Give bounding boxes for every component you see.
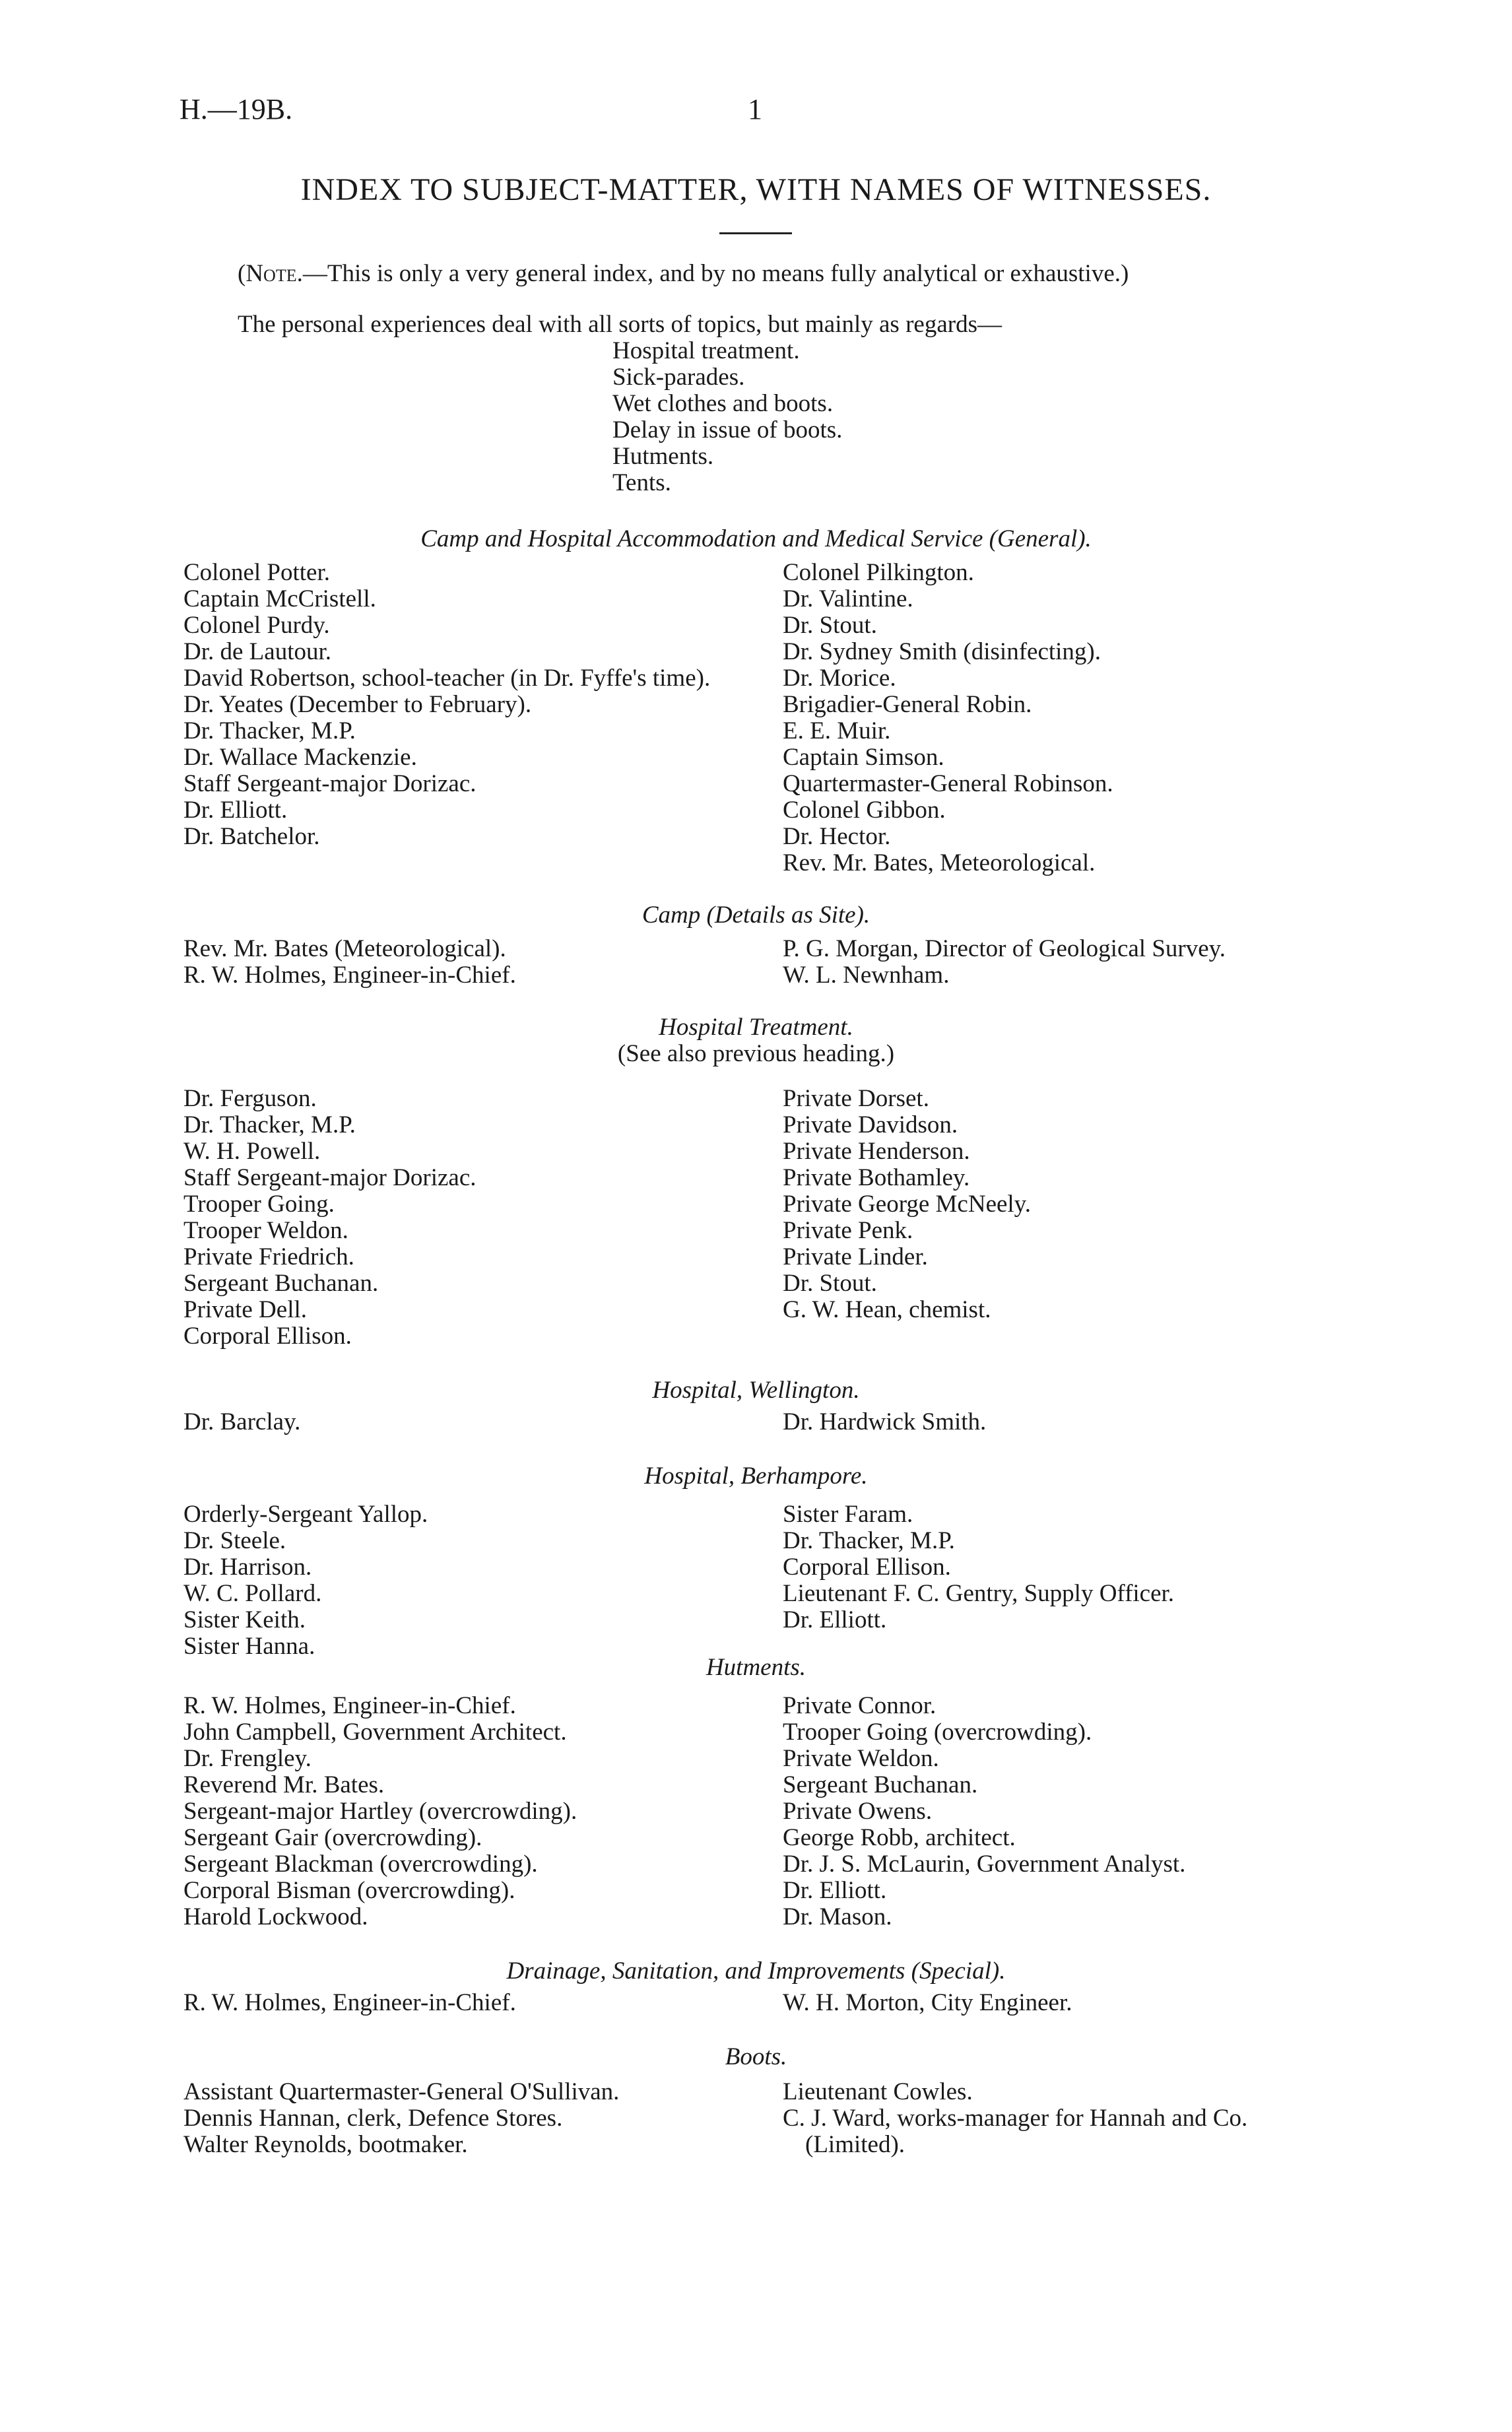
witness-entry: Private Dorset. (783, 1085, 929, 1112)
witness-entry: Dr. J. S. McLaurin, Government Analyst. (783, 1851, 1186, 1878)
witness-entry: Dr. Batchelor. (183, 823, 320, 850)
witness-entry: David Robertson, school-teacher (in Dr. Fyffe's time). (183, 665, 711, 692)
witness-entry: Dr. Hardwick Smith. (783, 1408, 987, 1435)
note-text: —This is only a very general index, and by no means fully analytical or exhaustive.) (302, 260, 1129, 287)
witness-entry: Quartermaster-General Robinson. (783, 770, 1113, 797)
witness-entry: Harold Lockwood. (183, 1903, 368, 1930)
witness-entry: Dr. Hector. (783, 823, 891, 850)
witness-entry: Private Henderson. (783, 1138, 970, 1165)
witness-entry: Private Owens. (783, 1798, 933, 1825)
witness-entry: Dr. Frengley. (183, 1745, 312, 1772)
witness-entry: R. W. Holmes, Engineer-in-Chief. (183, 1989, 516, 2016)
witness-entry: John Campbell, Government Architect. (183, 1719, 567, 1746)
witness-entry: Colonel Purdy. (183, 612, 330, 639)
witness-entry: W. H. Powell. (183, 1138, 321, 1165)
witness-entry: Private Penk. (783, 1217, 913, 1244)
witness-entry: Corporal Bisman (overcrowding). (183, 1877, 515, 1904)
witness-entry: Dr. Elliott. (783, 1877, 887, 1904)
witness-entry: Orderly-Sergeant Yallop. (183, 1501, 428, 1528)
section-right-column (783, 2079, 1350, 2158)
section-heading: Hutments. (706, 1654, 806, 1681)
witness-entry: Dr. Thacker, M.P. (183, 1111, 356, 1138)
section-left-column (183, 1990, 777, 2016)
witness-entry: Dr. Mason. (783, 1903, 892, 1930)
witness-entry: Dr. Elliott. (183, 797, 288, 824)
witness-entry: Private Linder. (783, 1243, 928, 1270)
witness-entry: Dr. Sydney Smith (disinfecting). (783, 638, 1101, 665)
witness-entry: Private Weldon. (783, 1745, 939, 1772)
witness-entry: Sergeant-major Hartley (overcrowding). (183, 1798, 577, 1825)
witness-entry: Dr. Barclay. (183, 1408, 301, 1435)
witness-entry: Dr. Wallace Mackenzie. (183, 744, 417, 771)
section-right-column (783, 560, 1350, 876)
witness-entry: Brigadier-General Robin. (783, 691, 1032, 718)
section-heading: Hospital, Berhampore. (644, 1462, 868, 1490)
document-code: H.—19B. (180, 93, 293, 125)
witness-entry: Sister Faram. (783, 1501, 913, 1528)
witness-entry: Dr. Morice. (783, 665, 896, 692)
section-left-column (183, 1409, 777, 1435)
section-heading: Hospital Treatment. (659, 1014, 853, 1041)
witness-entry: W. H. Morton, City Engineer. (783, 1989, 1072, 2016)
witness-entry: Dr. Valintine. (783, 585, 913, 612)
witness-entry: W. L. Newnham. (783, 962, 950, 989)
section-right-column (783, 1086, 1350, 1323)
witness-entry: George Robb, architect. (783, 1824, 1016, 1851)
witness-entry: Trooper Weldon. (183, 1217, 348, 1244)
topic-item: Delay in issue of boots. (612, 416, 843, 444)
witness-entry: Sister Hanna. (183, 1633, 315, 1660)
witness-entry: Dr. de Lautour. (183, 638, 332, 665)
witness-entry: R. W. Holmes, Engineer-in-Chief. (183, 962, 516, 989)
witness-entry: Dr. Thacker, M.P. (783, 1527, 955, 1554)
topics-list (612, 338, 842, 496)
witness-entry: G. W. Hean, chemist. (783, 1296, 991, 1323)
witness-entry: Trooper Going. (183, 1191, 335, 1218)
section-left-column (183, 2079, 777, 2158)
section-right-column (783, 936, 1350, 989)
witness-entry: Private George McNeely. (783, 1191, 1032, 1218)
witness-entry: Private Friedrich. (183, 1243, 354, 1270)
section-subheading: (See also previous heading.) (617, 1040, 895, 1067)
page-title: INDEX TO SUBJECT-MATTER, WITH NAMES OF WITNESSES. (300, 172, 1212, 207)
witness-entry: Walter Reynolds, bootmaker. (183, 2131, 468, 2158)
section-heading: Hospital, Wellington. (652, 1377, 860, 1404)
section-left-column (183, 1501, 777, 1660)
witness-entry: Dr. Stout. (783, 612, 877, 639)
witness-entry: Private Dell. (183, 1296, 308, 1323)
witness-entry: Private Connor. (783, 1692, 937, 1719)
title-rule (719, 232, 792, 234)
witness-entry: P. G. Morgan, Director of Geological Survey. (783, 935, 1226, 962)
witness-entry: Captain McCristell. (183, 585, 376, 612)
witness-entry: E. E. Muir. (783, 717, 891, 744)
witness-entry: Sergeant Buchanan. (183, 1270, 379, 1297)
witness-entry: Lieutenant Cowles. (783, 2078, 973, 2105)
witness-entry: Private Davidson. (783, 1111, 958, 1138)
witness-entry: Rev. Mr. Bates, Meteorological. (783, 849, 1096, 876)
witness-entry: Colonel Potter. (183, 559, 330, 586)
section-right-column (783, 1990, 1350, 2016)
witness-entry: Lieutenant F. C. Gentry, Supply Officer. (783, 1580, 1175, 1607)
witness-entry: Dr. Elliott. (783, 1606, 887, 1633)
topic-item: Tents. (612, 469, 671, 496)
section-left-column (183, 1693, 777, 1930)
topic-item: Wet clothes and boots. (612, 390, 834, 417)
witness-entry: Dennis Hannan, clerk, Defence Stores. (183, 2105, 563, 2132)
intro-text: The personal experiences deal with all sorts of topics, but mainly as regards— (238, 311, 1002, 338)
topic-item: Hutments. (612, 443, 714, 470)
topic-item: Sick-parades. (612, 364, 745, 391)
witness-entry: Sergeant Buchanan. (783, 1771, 978, 1798)
witness-entry: Staff Sergeant-major Dorizac. (183, 770, 477, 797)
witness-entry: R. W. Holmes, Engineer-in-Chief. (183, 1692, 516, 1719)
section-left-column (183, 560, 777, 850)
witness-entry: Trooper Going (overcrowding). (783, 1719, 1092, 1746)
witness-entry: W. C. Pollard. (183, 1580, 322, 1607)
section-left-column (183, 936, 777, 989)
section-left-column (183, 1086, 777, 1350)
witness-entry: Corporal Ellison. (183, 1323, 352, 1350)
witness-entry: Dr. Steele. (183, 1527, 286, 1554)
witness-entry: Sister Keith. (183, 1606, 306, 1633)
section-heading: Boots. (725, 2043, 787, 2070)
witness-entry: Colonel Pilkington. (783, 559, 974, 586)
section-heading: Camp and Hospital Accommodation and Medical Service (General). (420, 525, 1092, 552)
witness-entry: Captain Simson. (783, 744, 944, 771)
witness-entry: Corporal Ellison. (783, 1554, 951, 1581)
section-heading: Drainage, Sanitation, and Improvements (Special). (506, 1957, 1006, 1985)
witness-entry: Colonel Gibbon. (783, 797, 946, 824)
witness-entry: Staff Sergeant-major Dorizac. (183, 1164, 477, 1191)
section-right-column (783, 1693, 1350, 1930)
topic-item: Hospital treatment. (612, 337, 800, 364)
section-right-column (783, 1501, 1350, 1633)
witness-entry: Dr. Harrison. (183, 1554, 312, 1581)
witness-entry: Dr. Stout. (783, 1270, 877, 1297)
witness-entry: Assistant Quartermaster-General O'Sullivan. (183, 2078, 620, 2105)
witness-entry: Dr. Ferguson. (183, 1085, 317, 1112)
section-heading: Camp (Details as Site). (641, 902, 871, 929)
page-number: 1 (748, 93, 762, 125)
witness-entry: Dr. Yeates (December to February). (183, 691, 532, 718)
witness-entry: Rev. Mr. Bates (Meteorological). (183, 935, 506, 962)
section-right-column (783, 1409, 1350, 1435)
note (238, 259, 1129, 288)
witness-entry: Sergeant Blackman (overcrowding). (183, 1851, 538, 1878)
witness-entry: Reverend Mr. Bates. (183, 1771, 385, 1798)
witness-entry: Sergeant Gair (overcrowding). (183, 1824, 482, 1851)
witness-entry: Private Bothamley. (783, 1164, 970, 1191)
note-prefix: (Note. (238, 260, 303, 287)
witness-entry: Dr. Thacker, M.P. (183, 717, 356, 744)
witness-entry: C. J. Ward, works-manager for Hannah and Co. (Limited). (783, 2105, 1248, 2158)
